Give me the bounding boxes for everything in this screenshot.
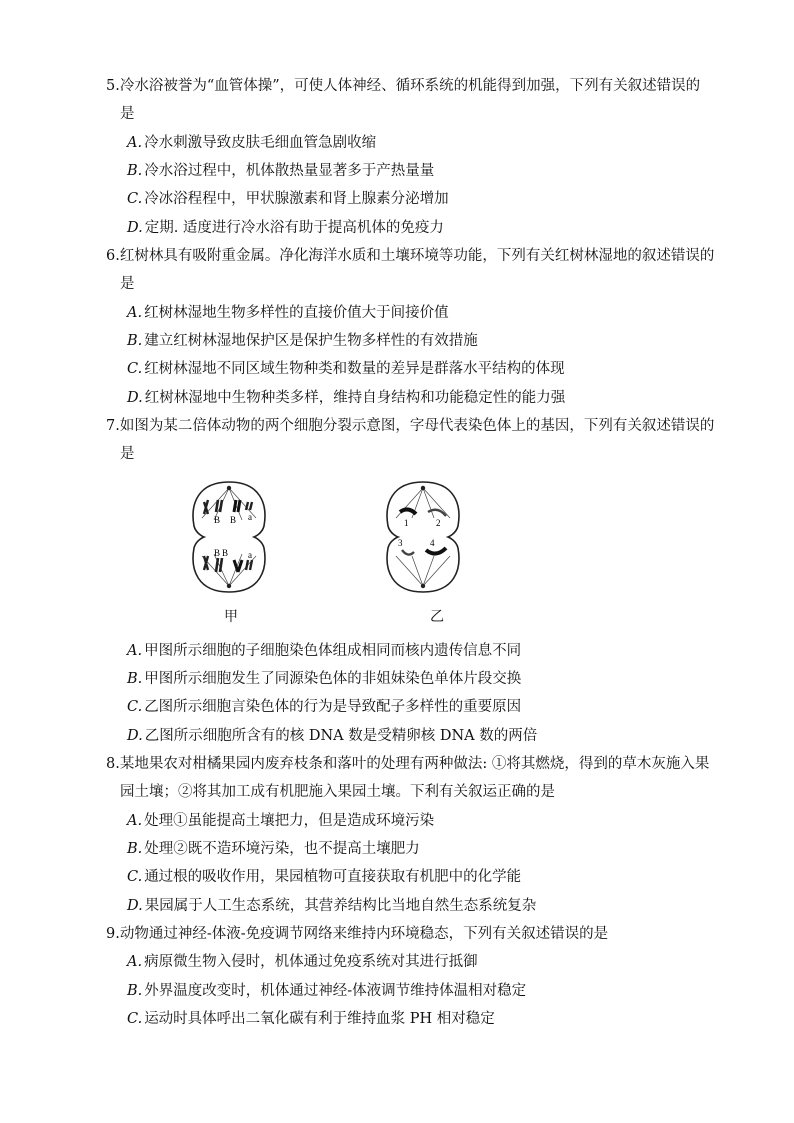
question-5-option-c: C. 冷冰浴程程中，甲状腺激素和肾上腺素分泌增加 [127,191,449,207]
question-7-option-b: B. 甲图所示细胞发生了同源染色体的非姐妹染色单体片段交换 [127,671,522,687]
question-8-option-d: D. 果园属于人工生态系统，其营养结构比当地自然生态系统复杂 [127,898,537,914]
chromosome-number-3: 3 [398,538,403,548]
cell-jia-diagram [184,478,274,596]
question-6-option-b: B. 建立红树林湿地保护区是保护生物多样性的有效措施 [127,333,478,349]
question-8-option-a: A. 处理①虽能提高土壤把力，但是造成环境污染 [127,813,435,829]
question-6-stem: 6.红树林具有吸附重金属。净化海洋水质和土壤环境等功能，下列有关红树林湿地的叙述错误的 [106,248,715,264]
question-8-option-b: B. 处理②既不造环境污染，也不提高土壤肥力 [127,841,420,857]
figure-label-yi: 乙 [430,609,444,625]
question-5-stem: 5.冷水浴被誉为“血管体操”，可使人体神经、循环系统的机能得到加强，下列有关叙述错误的 [106,78,701,94]
chromosome-number-2: 2 [436,518,441,528]
gene-label-bottom-3: a [248,550,252,560]
question-9-option-b: B. 外界温度改变时，机体通过神经-体液调节维持体温相对稳定 [127,983,527,999]
question-6-stem-cont: 是 [120,276,135,292]
cell-yi-diagram [378,478,468,596]
gene-label-top-2: B [230,515,237,525]
question-6-option-d: D. 红树林湿地中生物种类多样，维持自身结构和功能稳定性的能力强 [127,390,566,406]
chromosome-number-4: 4 [430,538,435,548]
gene-label-top-1: B [214,515,221,525]
figure-label-jia: 甲 [224,609,238,625]
question-9-option-c: C. 运动时具体呼出二氧化碳有利于维持血浆 PH 相对稳定 [127,1011,495,1027]
question-6-option-c: C. 红树林湿地不同区域生物种类和数量的差异是群落水平结构的体现 [127,361,565,377]
question-8-stem-cont: 园土壤；②将其加工成有机肥施入果园土壤。下利有关叙运正确的是 [120,784,555,800]
gene-label-bottom-2: B [222,548,229,558]
question-5-option-d: D. 定期. 适度进行冷水浴有助于提高机体的免疫力 [127,220,444,236]
question-7-stem: 7.如图为某二倍体动物的两个细胞分裂示意图，字母代表染色体上的基因，下列有关叙述错误的 [106,418,715,434]
question-6-option-a: A. 红树林湿地生物多样性的直接价值大于间接价值 [127,305,449,321]
question-8-option-c: C. 通过根的吸收作用，果园植物可直接获取有机肥中的化学能 [127,869,522,885]
question-7-option-d: D. 乙图所示细胞所含有的核 DNA 数是受精卵核 DNA 数的两倍 [127,728,538,744]
question-7-option-a: A. 甲图所示细胞的子细胞染色体组成相同而核内遗传信息不同 [127,643,522,659]
chromosome-number-1: 1 [404,518,409,528]
question-9-stem: 9.动物通过神经-体液-免疫调节网络来维持内环境稳态，下列有关叙述错误的是 [106,926,609,942]
question-7-option-c: C. 乙图所示细胞言染色体的行为是导致配子多样性的重要原因 [127,699,522,715]
question-9-option-a: A. 病原微生物入侵时，机体通过免疫系统对其进行抵御 [127,954,478,970]
gene-label-top-3: a [248,512,252,522]
question-7-stem-cont: 是 [120,446,135,462]
question-8-stem: 8.某地果农对柑橘果园内废弃枝条和落叶的处理有两种做法: ①将其燃烧，得到的草木灰施入果 [106,756,710,772]
question-5-option-a: A. 冷水刺激导致皮肤毛细血管急剧收缩 [127,135,377,151]
question-5-stem-cont: 是 [120,106,135,122]
question-5-option-b: B. 冷水浴过程中，机体散热量显著多于产热量量 [127,163,435,179]
gene-label-bottom-1: B [214,548,221,558]
